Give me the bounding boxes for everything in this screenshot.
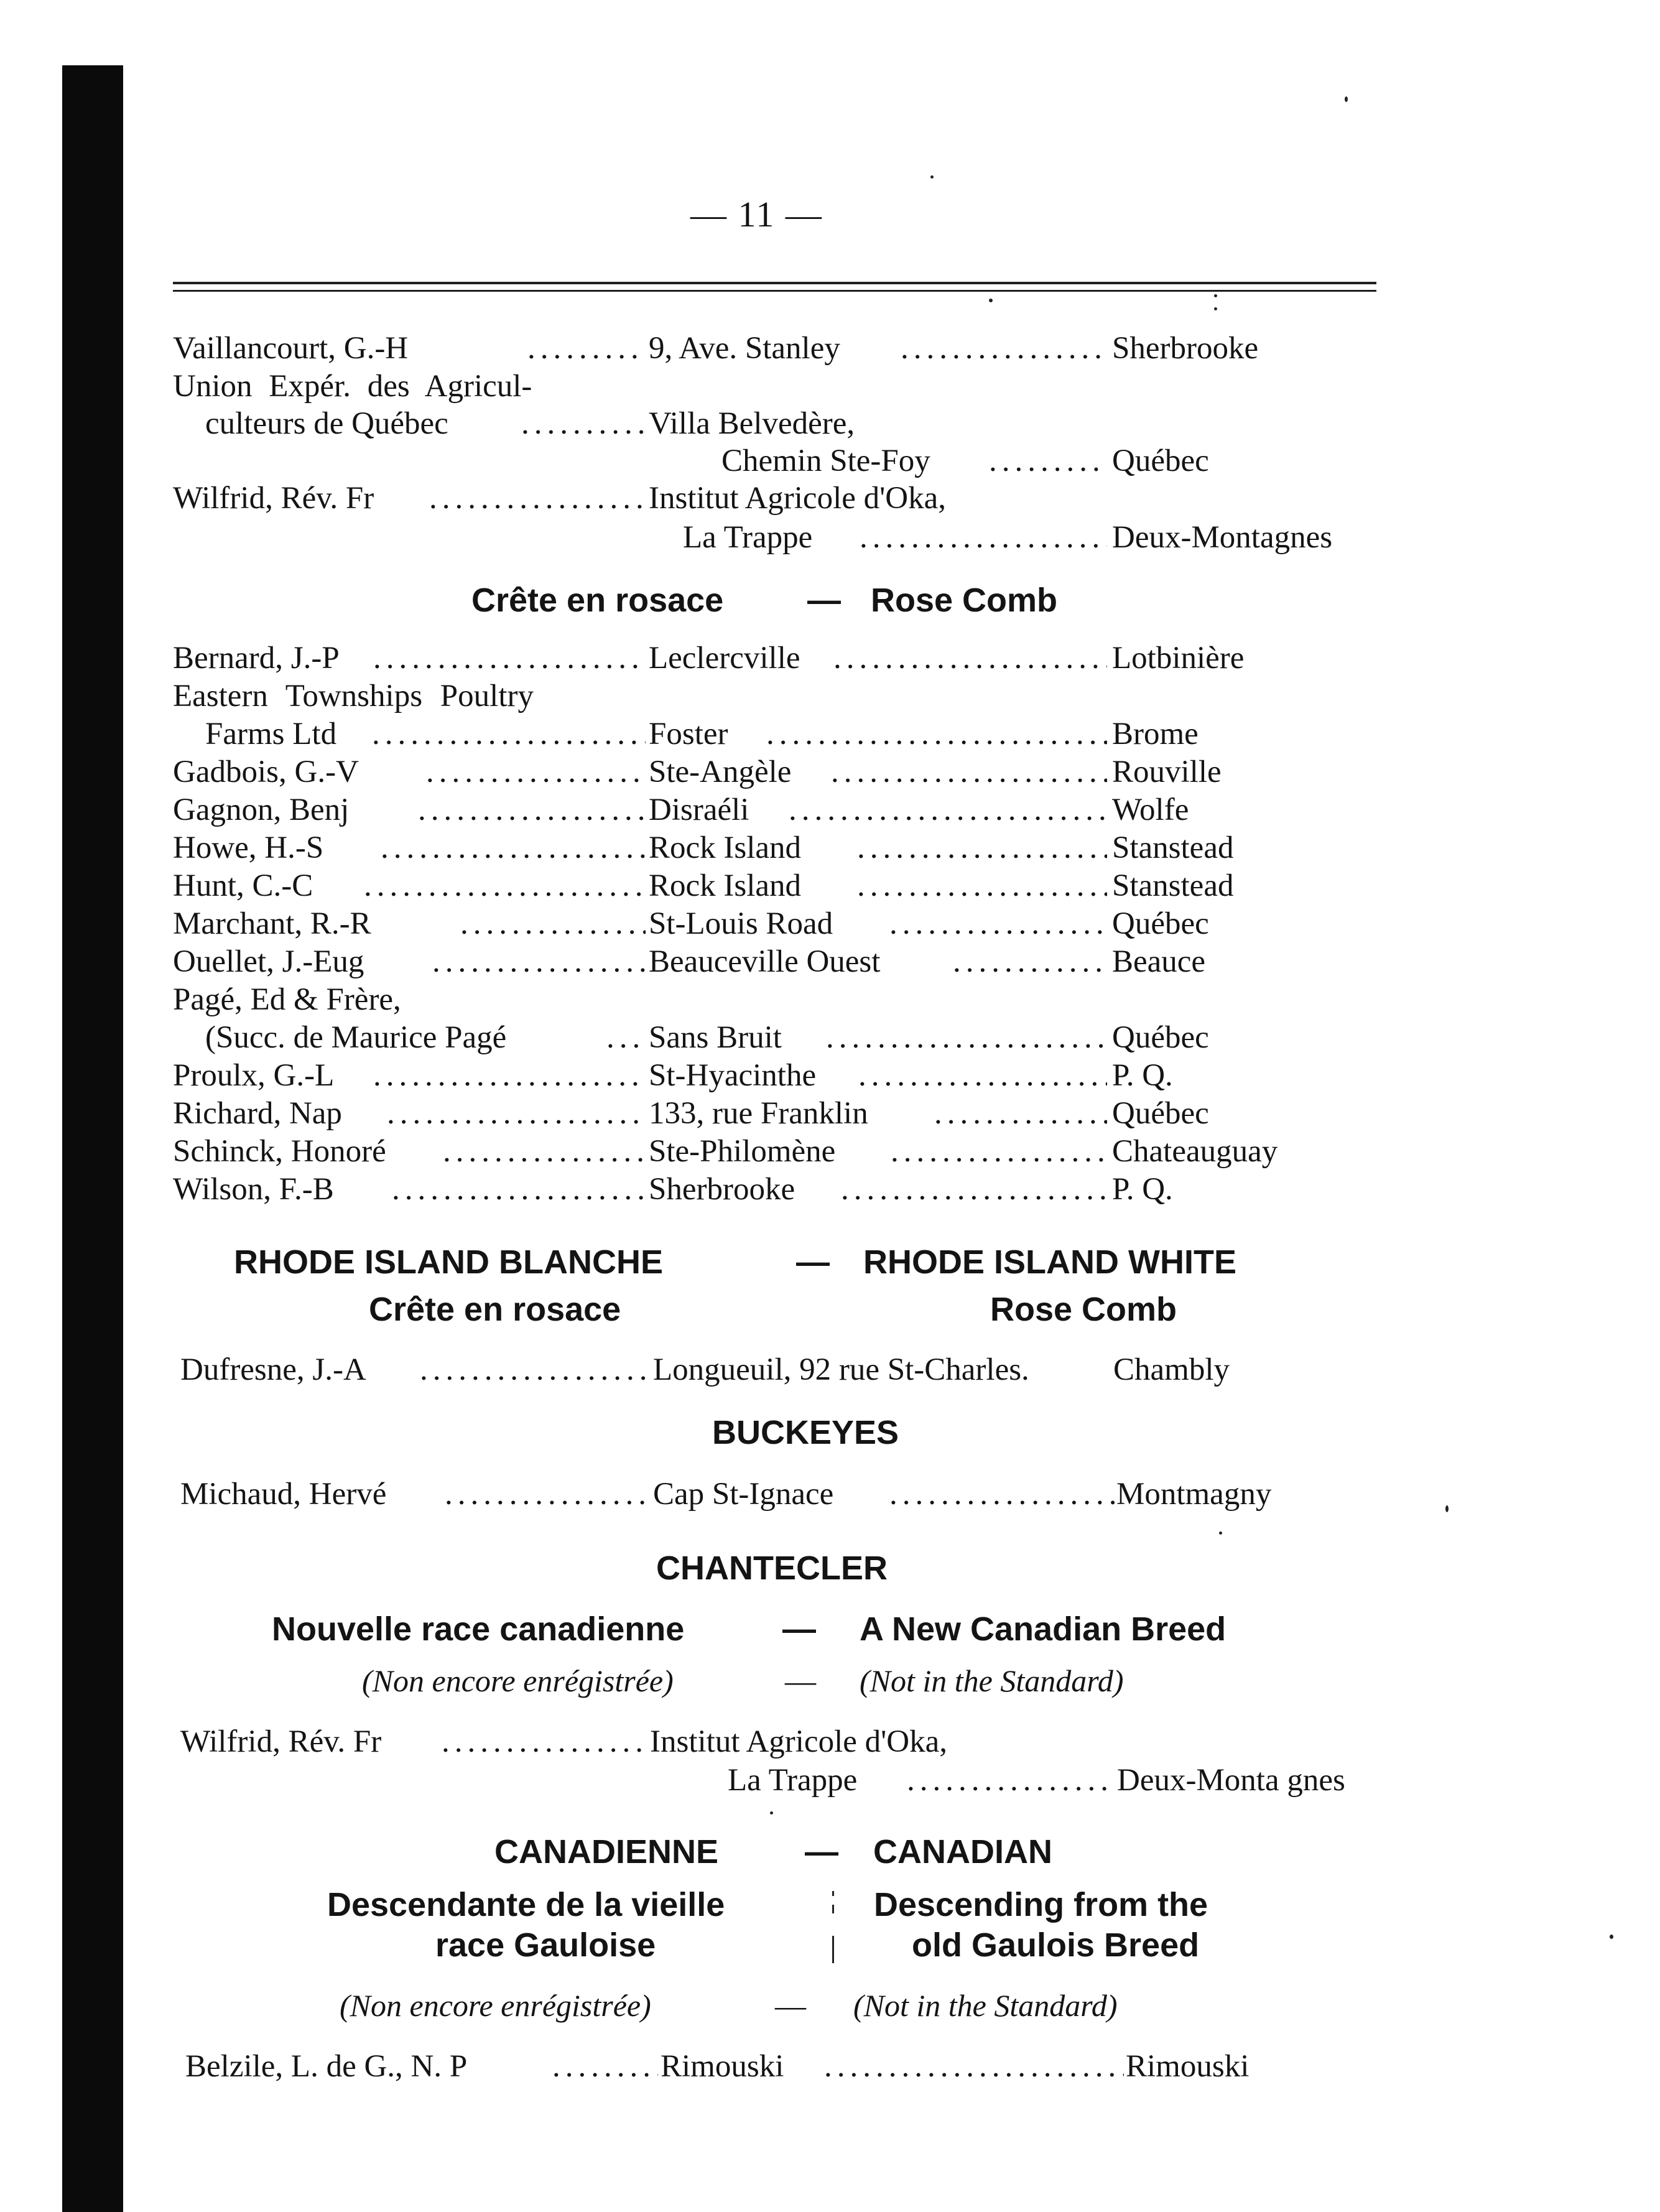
section-subheading-fr-line1: Descendante de la vieille [327, 1886, 725, 1923]
breeder-address: Leclercville [649, 641, 800, 676]
print-speck [1214, 307, 1217, 310]
section-heading-en: RHODE ISLAND WHITE [863, 1243, 1236, 1281]
column-divider [832, 1905, 834, 1913]
note-en: (Not in the Standard) [860, 1663, 1124, 1698]
dot-leader [387, 1094, 646, 1133]
heading-dash: — [782, 1610, 816, 1648]
section-subheading-en: A New Canadian Breed [860, 1610, 1226, 1648]
breeder-county: Deux-Monta gnes [1117, 1763, 1345, 1798]
dot-leader [901, 328, 1106, 368]
dot-leader [420, 1350, 652, 1390]
breeder-county: Deux-Montagnes [1112, 520, 1333, 555]
breeder-name: Dufresne, J.-A [180, 1352, 366, 1387]
column-divider [832, 1936, 834, 1963]
note-fr: (Non encore enrégistrée) [362, 1663, 674, 1698]
note-en: (Not in the Standard) [853, 1988, 1118, 2023]
dot-leader [833, 638, 1107, 678]
breeder-address: Beauceville Ouest [649, 944, 881, 979]
section-heading-en: Rose Comb [871, 582, 1058, 619]
dot-leader [443, 1132, 646, 1171]
heading-dash: — [796, 1243, 830, 1281]
breeder-county: P. Q. [1112, 1058, 1173, 1093]
section-subheading-en-line1: Descending from the [874, 1886, 1208, 1923]
dot-leader [889, 1474, 1115, 1514]
dot-leader [831, 752, 1107, 792]
note-fr: (Non encore enrégistrée) [340, 1988, 651, 2023]
breeder-address: La Trappe [683, 520, 813, 555]
dot-leader [527, 328, 646, 368]
dot-leader [857, 828, 1107, 868]
breeder-address: 9, Ave. Stanley [649, 331, 840, 366]
breeder-name: Union Expér. des Agricul- [173, 369, 532, 404]
print-speck [930, 175, 934, 179]
breeder-name: Gadbois, G.-V [173, 755, 359, 789]
breeder-county: Montmagny [1116, 1477, 1272, 1512]
column-divider [832, 1891, 834, 1896]
breeder-name: Eastern Townships Poultry [173, 679, 534, 713]
section-heading-fr: RHODE ISLAND BLANCHE [234, 1243, 664, 1281]
page-number: — 11 — [690, 194, 823, 235]
breeder-address: Disraéli [649, 792, 749, 827]
header-rule [173, 282, 1376, 284]
breeder-name: culteurs de Québec [205, 406, 448, 441]
breeder-name: Richard, Nap [173, 1096, 342, 1131]
print-speck [1214, 294, 1217, 297]
breeder-name: Wilfrid, Rév. Fr [173, 481, 374, 516]
breeder-name: Wilfrid, Rév. Fr [180, 1724, 382, 1759]
dot-leader [826, 1018, 1107, 1057]
section-heading-title: BUCKEYES [712, 1414, 899, 1451]
dot-leader [429, 478, 646, 518]
dot-leader [841, 1169, 1107, 1209]
breeder-county: P. Q. [1112, 1172, 1173, 1207]
dot-leader [789, 790, 1107, 830]
breeder-address: Sherbrooke [649, 1172, 795, 1207]
header-rule-double [173, 290, 1376, 292]
section-subheading-fr: Crête en rosace [369, 1291, 621, 1328]
breeder-county: Rimouski [1126, 2049, 1250, 2084]
dot-leader [989, 441, 1107, 481]
note-dash: — [785, 1663, 816, 1698]
breeder-county: Beauce [1112, 944, 1206, 979]
breeder-county: Wolfe [1112, 792, 1189, 827]
breeder-county: Québec [1112, 906, 1209, 941]
breeder-county: Sherbrooke [1112, 331, 1259, 366]
breeder-county: Rouville [1112, 755, 1222, 789]
dot-leader [381, 828, 646, 868]
breeder-address: La Trappe [728, 1763, 858, 1798]
dot-leader [521, 404, 646, 444]
breeder-name: Howe, H.-S [173, 830, 324, 865]
dot-leader [606, 1018, 646, 1057]
breeder-address: Villa Belvedère, [649, 406, 855, 441]
section-heading-title: CHANTECLER [656, 1550, 888, 1587]
breeder-name: Marchant, R.-R [173, 906, 371, 941]
dot-leader [372, 714, 646, 754]
breeder-county: Stanstead [1112, 830, 1234, 865]
dot-leader [460, 904, 646, 944]
breeder-address: St-Louis Road [649, 906, 833, 941]
breeder-county: Chateauguay [1112, 1134, 1278, 1169]
breeder-name: Schinck, Honoré [173, 1134, 386, 1169]
breeder-name: Farms Ltd [205, 717, 337, 751]
dot-leader [891, 1132, 1107, 1171]
dot-leader [426, 752, 646, 792]
dot-leader [860, 518, 1107, 557]
breeder-name: (Succ. de Maurice Pagé [205, 1020, 507, 1055]
breeder-county: Stanstead [1112, 868, 1234, 903]
breeder-name: Belzile, L. de G., N. P [185, 2049, 468, 2084]
breeder-county: Brome [1112, 717, 1199, 751]
breeder-county: Québec [1112, 1096, 1209, 1131]
dot-leader [445, 1474, 652, 1514]
dot-leader [766, 714, 1107, 754]
dot-leader [934, 1094, 1107, 1133]
section-subheading-en-line2: old Gaulois Breed [912, 1926, 1200, 1964]
dot-leader [432, 942, 646, 982]
breeder-county: Québec [1112, 1020, 1209, 1055]
breeder-address: Chemin Ste-Foy [721, 444, 930, 478]
section-subheading-en: Rose Comb [990, 1291, 1177, 1328]
note-dash: — [775, 1988, 806, 2023]
section-heading-fr: Crête en rosace [471, 582, 724, 619]
dot-leader [858, 1056, 1107, 1095]
print-speck [1345, 96, 1348, 102]
section-subheading-fr-line2: race Gauloise [435, 1926, 656, 1964]
breeder-name: Ouellet, J.-Eug [173, 944, 364, 979]
dot-leader [857, 866, 1107, 906]
breeder-address: Institut Agricole d'Oka, [650, 1724, 948, 1759]
breeder-address: Rimouski [661, 2049, 784, 2084]
breeder-county: Chambly [1113, 1352, 1230, 1387]
breeder-address: Foster [649, 717, 728, 751]
breeder-name: Vaillancourt, G.-H [173, 331, 409, 366]
dot-leader [418, 790, 646, 830]
heading-dash: — [805, 1833, 838, 1870]
dot-leader [373, 638, 646, 678]
dot-leader [442, 1722, 648, 1762]
dot-leader [824, 2047, 1124, 2086]
binding-edge [62, 65, 123, 2212]
breeder-name: Bernard, J.-P [173, 641, 340, 676]
dot-leader [552, 2047, 658, 2086]
print-speck [1445, 1505, 1449, 1512]
print-speck [1610, 1935, 1613, 1939]
breeder-address: 133, rue Franklin [649, 1096, 868, 1131]
breeder-name: Michaud, Hervé [180, 1477, 387, 1512]
heading-dash: — [807, 582, 841, 619]
breeder-name: Gagnon, Benj [173, 792, 350, 827]
dot-leader [392, 1169, 646, 1209]
breeder-name: Pagé, Ed & Frère, [173, 982, 401, 1017]
breeder-address: Rock Island [649, 830, 802, 865]
dot-leader [373, 1056, 646, 1095]
breeder-name: Wilson, F.-B [173, 1172, 334, 1207]
breeder-county: Québec [1112, 444, 1209, 478]
breeder-county: Lotbinière [1112, 641, 1245, 676]
dot-leader [364, 866, 646, 906]
breeder-address: Rock Island [649, 868, 802, 903]
print-speck [1219, 1531, 1222, 1535]
dot-leader [889, 904, 1107, 944]
breeder-address: Longueuil, 92 rue St-Charles. [653, 1352, 1029, 1387]
section-heading-fr: CANADIENNE [494, 1833, 719, 1870]
breeder-address: Ste-Angèle [649, 755, 792, 789]
print-speck [989, 299, 993, 302]
breeder-address: St-Hyacinthe [649, 1058, 817, 1093]
breeder-address: Sans Bruit [649, 1020, 782, 1055]
dot-leader [907, 1760, 1115, 1800]
section-heading-en: CANADIAN [873, 1833, 1052, 1870]
breeder-address: Institut Agricole d'Oka, [649, 481, 947, 516]
section-subheading-fr: Nouvelle race canadienne [272, 1610, 685, 1648]
breeder-address: Ste-Philomène [649, 1134, 836, 1169]
print-speck [770, 1811, 773, 1815]
breeder-name: Hunt, C.-C [173, 868, 313, 903]
breeder-address: Cap St-Ignace [653, 1477, 834, 1512]
dot-leader [953, 942, 1107, 982]
breeder-name: Proulx, G.-L [173, 1058, 335, 1093]
